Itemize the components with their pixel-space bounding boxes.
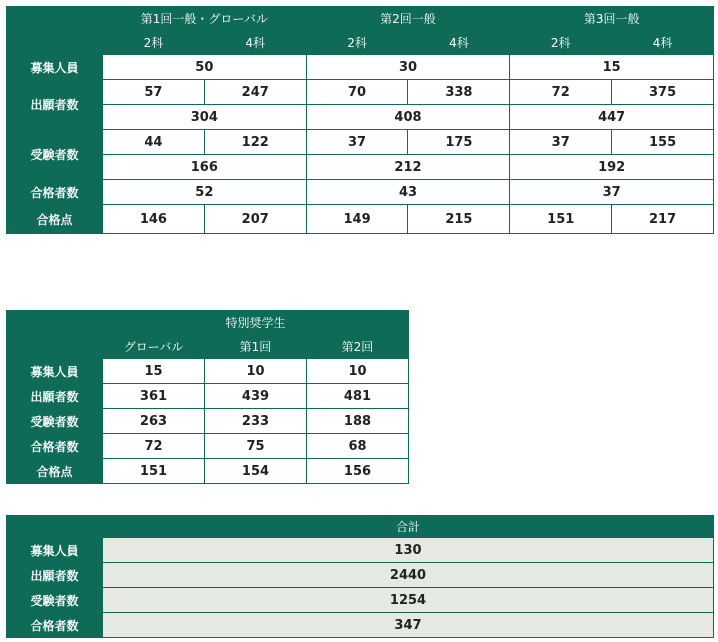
value-cell: 43 xyxy=(306,180,510,205)
sub-header: 4科 xyxy=(204,31,306,55)
value-cell: 146 xyxy=(103,205,205,234)
value-cell: 72 xyxy=(103,434,205,459)
value-cell: 57 xyxy=(103,80,205,105)
header-corner xyxy=(7,311,103,359)
value-cell: 263 xyxy=(103,409,205,434)
header-corner xyxy=(7,516,103,538)
total-cell: 304 xyxy=(103,105,307,130)
value-cell: 151 xyxy=(510,205,612,234)
value-cell: 338 xyxy=(408,80,510,105)
total-table xyxy=(6,515,714,638)
row-label: 受験者数 xyxy=(7,409,103,434)
row-label-juken: 受験者数 xyxy=(7,130,103,180)
sub-header: グローバル xyxy=(103,335,205,359)
value-cell: 50 xyxy=(103,55,307,80)
value-cell: 247 xyxy=(204,80,306,105)
row-label-shutsugan: 出願者数 xyxy=(7,80,103,130)
row-label: 出願者数 xyxy=(7,563,103,588)
header-round2: 第2回一般 xyxy=(306,7,510,31)
value-cell: 481 xyxy=(307,384,409,409)
value-cell: 188 xyxy=(307,409,409,434)
value-cell: 155 xyxy=(612,130,714,155)
value-cell: 15 xyxy=(510,55,714,80)
total-cell: 447 xyxy=(510,105,714,130)
total-cell: 166 xyxy=(103,155,307,180)
value-cell: 10 xyxy=(307,359,409,384)
value-cell: 215 xyxy=(408,205,510,234)
sub-header: 第2回 xyxy=(307,335,409,359)
sub-header: 4科 xyxy=(612,31,714,55)
value-cell: 207 xyxy=(204,205,306,234)
value-cell: 439 xyxy=(205,384,307,409)
value-cell: 151 xyxy=(103,459,205,484)
row-label-gokakuten: 合格点 xyxy=(7,205,103,234)
sub-header: 第1回 xyxy=(205,335,307,359)
value-cell: 44 xyxy=(103,130,205,155)
row-label: 出願者数 xyxy=(7,384,103,409)
value-cell: 217 xyxy=(612,205,714,234)
value-cell: 72 xyxy=(510,80,612,105)
value-cell: 52 xyxy=(103,180,307,205)
value-cell: 361 xyxy=(103,384,205,409)
total-cell: 192 xyxy=(510,155,714,180)
sub-header: 4科 xyxy=(408,31,510,55)
total-cell: 212 xyxy=(306,155,510,180)
value-cell: 10 xyxy=(205,359,307,384)
row-label-gokaku: 合格者数 xyxy=(7,180,103,205)
header-round3: 第3回一般 xyxy=(510,7,714,31)
sub-header: 2科 xyxy=(510,31,612,55)
value-cell: 233 xyxy=(205,409,307,434)
scholarship-table xyxy=(6,310,409,484)
value-cell: 154 xyxy=(205,459,307,484)
value-cell: 375 xyxy=(612,80,714,105)
value-cell: 175 xyxy=(408,130,510,155)
header-corner xyxy=(7,7,103,55)
row-label: 合格者数 xyxy=(7,613,103,638)
total-value: 130 xyxy=(103,538,714,563)
header-total: 合計 xyxy=(103,516,714,538)
value-cell: 70 xyxy=(306,80,408,105)
total-value: 347 xyxy=(103,613,714,638)
row-label: 募集人員 xyxy=(7,359,103,384)
value-cell: 156 xyxy=(307,459,409,484)
row-label: 合格者数 xyxy=(7,434,103,459)
total-cell: 408 xyxy=(306,105,510,130)
general-exam-table xyxy=(6,6,714,234)
row-label-boshu: 募集人員 xyxy=(7,55,103,80)
value-cell: 149 xyxy=(306,205,408,234)
value-cell: 122 xyxy=(204,130,306,155)
value-cell: 37 xyxy=(510,130,612,155)
sub-header: 2科 xyxy=(306,31,408,55)
row-label: 合格点 xyxy=(7,459,103,484)
value-cell: 68 xyxy=(307,434,409,459)
total-value: 1254 xyxy=(103,588,714,613)
row-label: 受験者数 xyxy=(7,588,103,613)
value-cell: 37 xyxy=(306,130,408,155)
sub-header: 2科 xyxy=(103,31,205,55)
header-round1: 第1回一般・グローバル xyxy=(103,7,307,31)
value-cell: 30 xyxy=(306,55,510,80)
total-value: 2440 xyxy=(103,563,714,588)
value-cell: 75 xyxy=(205,434,307,459)
row-label: 募集人員 xyxy=(7,538,103,563)
header-scholarship: 特別奨学生 xyxy=(103,311,409,335)
value-cell: 15 xyxy=(103,359,205,384)
value-cell: 37 xyxy=(510,180,714,205)
